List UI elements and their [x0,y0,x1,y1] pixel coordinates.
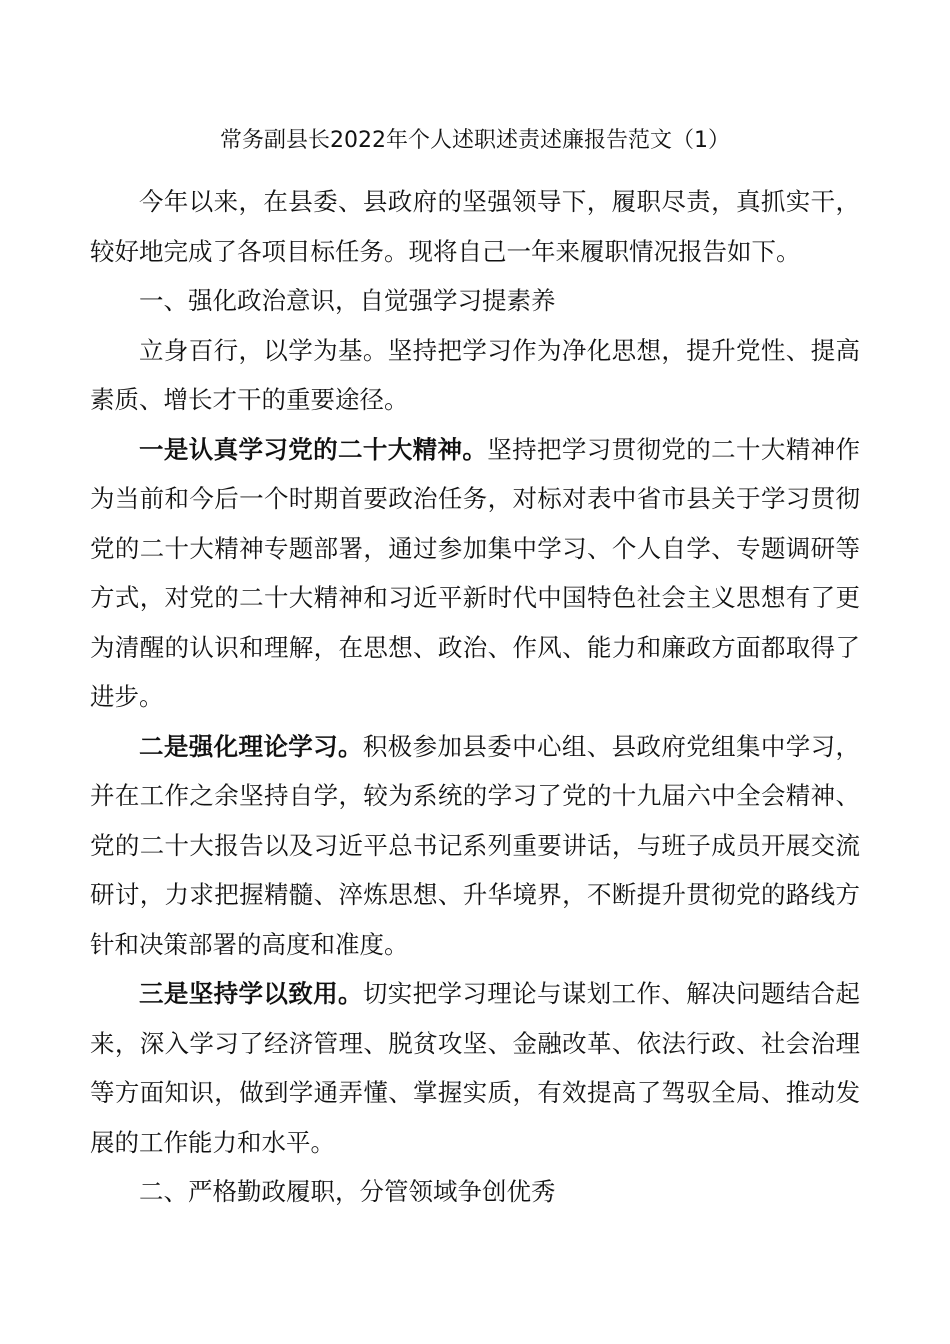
paragraph-intro [90,177,860,276]
paragraph-lead: 一是认真学习党的二十大精神。 [139,434,488,464]
paragraph-study-foundation [90,326,860,425]
paragraph-point-three [90,969,860,1167]
document-title: 常务副县长2022年个人述职述责述廉报告范文（1） [220,128,730,153]
paragraph-point-two [90,722,860,970]
paragraph-text: 立身百行，以学为基。坚持把学习作为净化思想，提升党性、提高素质、增长才干的重要途径。 [90,335,860,414]
section-heading-1 [90,276,860,326]
paragraph-text: 二、严格勤政履职，分管领域争创优秀 [139,1177,556,1206]
section-heading-2 [90,1167,860,1217]
paragraph-text: 积极参加县委中心组、县政府党组集中学习，并在工作之余坚持自学，较为系统的学习了党的十九届六中全会精神、党的二十大报告以及习近平总书记系列重要讲话，与班子成员开展交流研讨，力求把握精髓、淬炼思想、升华境界，不断提升贯彻党的路线方针和决策部署的高度和准度。 [90,731,860,959]
paragraph-text: 今年以来，在县委、县政府的坚强领导下，履职尽责，真抓实干，较好地完成了各项目标任务。现将自己一年来履职情况报告如下。 [90,187,860,266]
paragraph-point-one [90,425,860,722]
paragraph-text: 一、强化政治意识，自觉强学习提素养 [139,286,556,315]
paragraph-lead: 二是强化理论学习。 [139,731,363,761]
paragraph-text: 切实把学习理论与谋划工作、解决问题结合起来，深入学习了经济管理、脱贫攻坚、金融改革、依法行政、社会治理等方面知识，做到学通弄懂、掌握实质，有效提高了驾驭全局、推动发展的工作能力和水平。 [90,979,860,1157]
document-body [90,177,860,1217]
paragraph-lead: 三是坚持学以致用。 [139,979,363,1008]
paragraph-text: 坚持把学习贯彻党的二十大精神作为当前和今后一个时期首要政治任务，对标对表中省市县关于学习贯彻党的二十大精神专题部署，通过参加集中学习、个人自学、专题调研等方式，对党的二十大精神和习近平新时代中国特色社会主义思想有了更为清醒的认识和理解，在思想、政治、作风、能力和廉政方面都取得了进步。 [90,434,860,711]
